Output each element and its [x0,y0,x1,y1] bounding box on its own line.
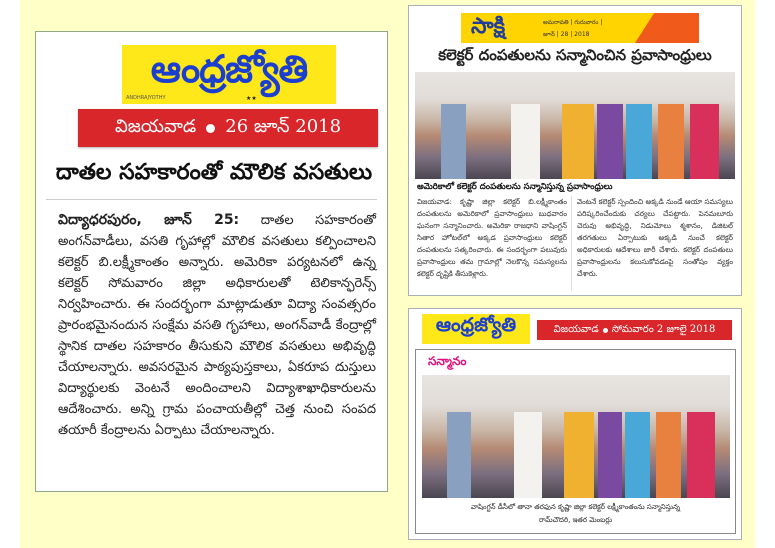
bullet-dot-icon [603,328,608,333]
masthead-name: ఆంధ్రజ్యోతి [150,47,308,91]
photo-figure [625,412,650,498]
article-box [415,349,736,534]
photo-caption [422,501,729,527]
masthead-date: జూన్ | 28 | 2018 [543,31,590,38]
group-felicitation-photo [415,72,735,179]
photo-figure [441,104,467,179]
photo-figure [514,412,542,498]
article-column-2: వెంటనే కలెక్టర్ స్పందించి అక్కడి నుండే ఆయా సమస్యలు పరిష్కరించేందుకు చర్యలు చేపట్టారు. పెనమలూరు చెరువు అభివృద్ధి, నిడుమోలు శ్మశానం, డిజిటల్ తరగతులు ఏర్పాటుకు అక్కడి నుంచే కలెక్టర్ అధికారులకు ఆదేశాలు జారీ చేశారు. కలెక్టర్ దంపతులు ప్రవాసాంధ్రులను కలుసుకోవడంపై సంతోషం వ్యక్తం చేశారు. [577,197,733,278]
masthead-edition: అమరావతి | గురువారం | [543,19,603,26]
edition-place: విజయవాడ [553,324,599,335]
edition-date: 26 జూన్ 2018 [225,115,342,137]
photo-figure [597,104,623,179]
photo-figure [447,412,472,498]
masthead-name: సాక్షి [471,14,506,39]
photo-figure [598,412,623,498]
photo-figure [687,412,715,498]
andhrajyothy-clipping-july2 [408,308,742,540]
photo-figure [562,104,594,179]
photo-figure [690,104,719,179]
article-body-text: దాతల సహకారంతో అంగన్‌వాడీలు, వసతి గృహాల్లో మౌలిక వసతులు కల్పించాలని కలెక్టర్ బి.లక్ష్మీకాంతం అన్నారు. అమెరికా పర్యటనలో ఉన్న కలెక్టర్ సోమవారం జిల్లా అధికారులతో టెలికాన్ఫరెన్స్ నిర్వహించారు. ఈ సందర్భంగా మాట్లాడుతూ విద్యా సంవత్సరం ప్రారంభమైనందున సంక్షేమ వసతి గృహాలు, అంగన్‌వాడీ కేంద్రాల్లో స్థానిక దాతల సహకారం తీసుకుని మౌలిక వసతులు అభివృద్ధి చేయాలన్నారు. అవసరమైన పాఠ్యపుస్తకాలు, ఏకరూప దుస్తులు విద్యార్థులకు వెంటనే అందించాలని విద్యాశాఖాధికారులను ఆదేశించారు. అన్ని గ్రామ పంచాయతీల్లో చెత్త నుంచి సంపద తయారీ కేంద్రాలను ఏర్పాటు చేయాలన్నారు. [58,213,376,438]
andhrajyothy-masthead-logo [122,45,336,104]
photo-figure [564,412,595,498]
article-column-1: విజయవాడ: కృష్ణా జిల్లా కలెక్టర్ బి.లక్ష్మీకాంతం దంపతులను అమెరికాలో ప్రవాసాంధ్రులు బుధవారం ఘనంగా సన్మానించారు. అమెరికా రాజధాని వాషింగ్టన్ సితార హోటల్‌లో అక్కడ ప్రవాసాంధ్రులు కలెక్టర్ దంపతులను సత్కరించారు. ఈ సందర్భంగా పలువురు ప్రవాసాంధ్రులు తమ గ్రామాల్లో నెలకొన్న సమస్యలను కలెక్టర్ దృష్టికి తీసుకెళ్లారు. [417,197,567,278]
article-headline: దాతల సహకారంతో మౌలిక వసతులు [55,160,373,185]
edition-date: సోమవారం 2 జూలై 2018 [611,324,716,335]
masthead-orange-block [635,13,699,43]
dateline-band [78,109,378,147]
masthead-name: ఆంధ్రజ్యోతి [435,314,517,336]
photo-caption: అమెరికాలో కలెక్టర్ దంపతులను సన్మానిస్తున్న ప్రవాసాంధ్రులు [417,182,613,192]
section-title: సన్మానం [428,354,467,368]
photo-figure [656,412,681,498]
photo-caption-line-1: వాషింగ్టన్ డీసీలో తానా తరఫున కృష్ణా జిల్లా కలెక్టర్ లక్ష్మీకాంతంను సన్మానిస్తున్న [470,503,681,511]
article-body [58,210,376,441]
star-icon: ★★ [246,95,257,102]
article-dateline: విద్యాధరపురం, జూన్ 25: [58,212,240,228]
divider [46,199,377,200]
andhrajyothy-masthead-logo [422,314,530,344]
edition-place: విజయవాడ [114,115,197,137]
group-felicitation-photo [422,375,730,498]
andhrajyothy-clipping-june26 [35,31,388,492]
photo-figure [511,104,540,179]
photo-figure [626,104,652,179]
sakshi-clipping-june28 [408,5,742,296]
sakshi-masthead-logo [461,13,699,43]
bullet-dot-icon [206,124,215,133]
column-divider [571,196,572,291]
photo-caption-line-2: రామ్‌చౌదరి, ఇతర మెంబర్లు [538,516,612,524]
photo-figure [658,104,684,179]
article-headline: కలెక్టర్ దంపతులను సన్మానించిన ప్రవాసాంధ్రులు [438,46,712,64]
masthead-latin-name: ANDHRAJYOTHY [126,95,166,101]
dateline-band [537,320,732,340]
